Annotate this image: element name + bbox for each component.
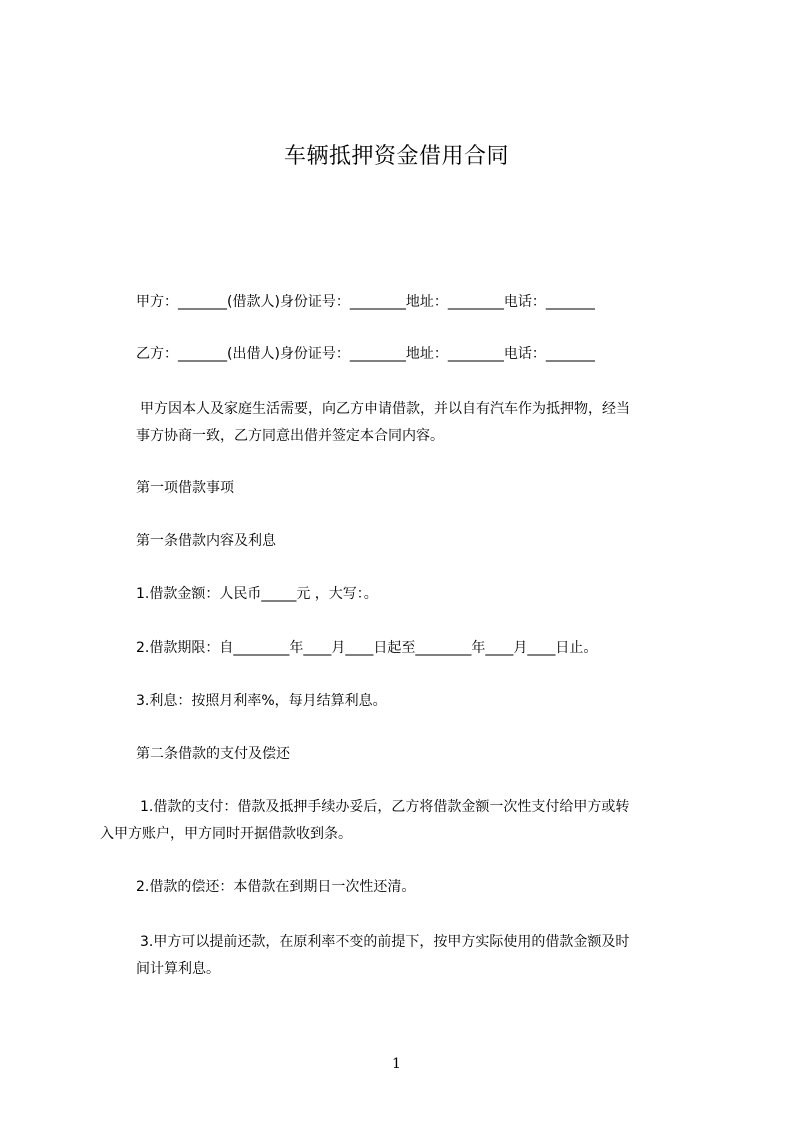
- article-heading-1: 第一条借款内容及利息: [136, 533, 276, 549]
- payment-line-1: 1.借款的支付：借款及抵押手续办妥后，乙方将借款金额一次性支付给甲方或转: [140, 799, 630, 815]
- intro-paragraph: [136, 396, 710, 450]
- intro-line-1: 甲方因本人及家庭生活需要，向乙方申请借款，并以自有汽车作为抵押物，经当: [140, 401, 630, 417]
- document-title: 车辆抵押资金借用合同: [283, 144, 509, 169]
- repayment-item: 2.借款的偿还：本借款在到期日一次性还清。: [136, 879, 416, 895]
- interest-item: 3.利息：按照月利率%，每月结算利息。: [136, 693, 387, 709]
- payment-line-2: 入甲方账户，甲方同时开据借款收到条。: [100, 826, 352, 842]
- page-number: 1: [392, 1056, 401, 1072]
- party-b-line: 乙方：_______(出借人)身份证号：________地址：________电话：_______: [136, 346, 595, 362]
- party-a-line: 甲方：_______(借款人)身份证号：________地址：________电话：_______: [136, 294, 595, 310]
- article-heading-2: 第二条借款的支付及偿还: [136, 746, 290, 762]
- section-heading-1: 第一项借款事项: [136, 480, 234, 496]
- loan-term-item: 2.借款期限：自________年____月____日起至________年____月____日止。: [136, 640, 598, 656]
- payment-paragraph: [100, 794, 710, 848]
- loan-amount-item: 1.借款金额：人民币_____元 ，大写：。: [136, 586, 378, 602]
- early-repayment-paragraph: [136, 929, 710, 983]
- early-repayment-line-1: 3.甲方可以提前还款，在原利率不变的前提下，按甲方实际使用的借款金额及时: [140, 934, 630, 950]
- intro-line-2: 事方协商一致，乙方同意出借并签定本合同内容。: [136, 428, 444, 444]
- early-repayment-line-2: 间计算利息。: [136, 961, 220, 977]
